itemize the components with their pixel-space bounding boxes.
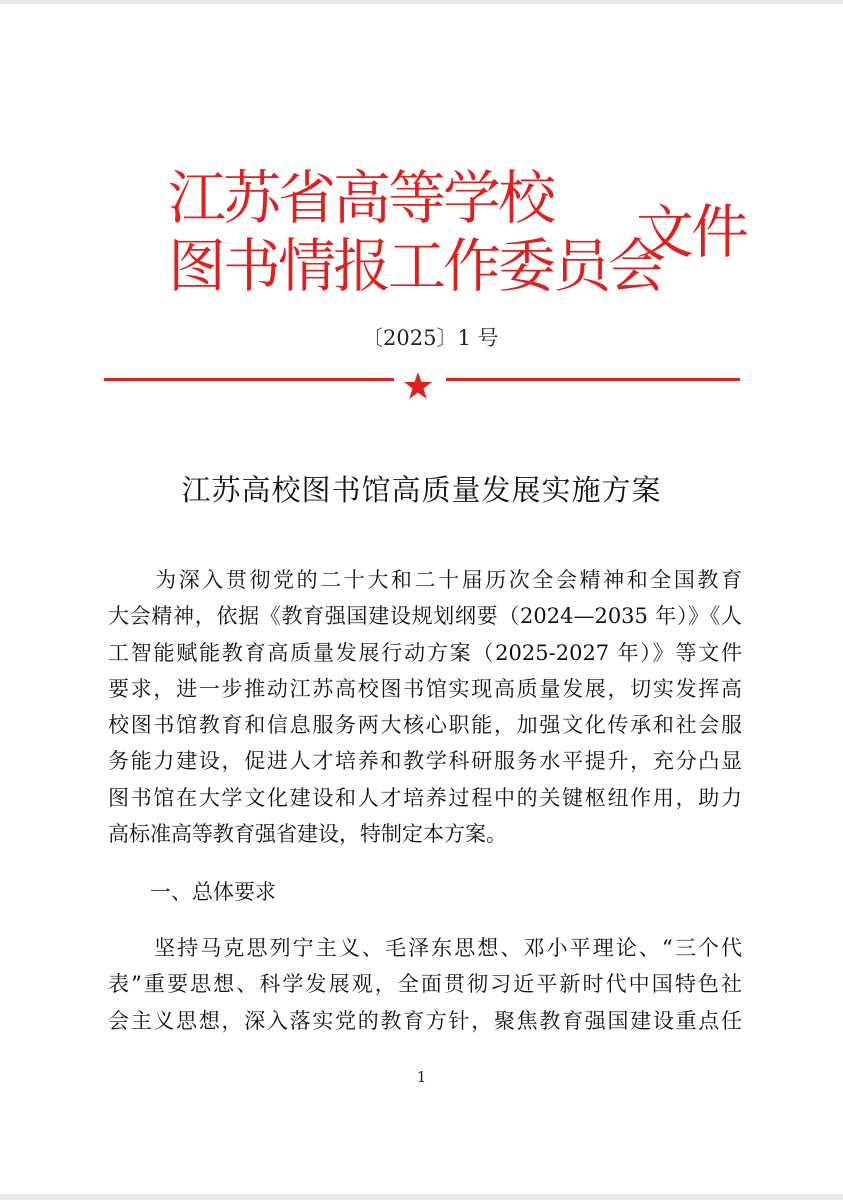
document-number: 〔2025〕1 号 (362, 326, 499, 350)
paragraph-line: 为深入贯彻党的二十大和二十届历次全会精神和全国教育 (108, 568, 742, 592)
paragraph-line: 表”重要思想、科学发展观，全面贯彻习近平新时代中国特色社 (108, 972, 742, 997)
document-type-label: 文件 (636, 198, 747, 266)
document-title: 江苏高校图书馆高质量发展实施方案 (181, 473, 662, 507)
red-divider-right (446, 378, 740, 381)
org-name-line-1: 江苏省高等学校 (168, 164, 554, 232)
section-paragraph (108, 930, 742, 1039)
section-heading: 一、总体要求 (150, 880, 276, 904)
intro-paragraph (108, 562, 742, 852)
paragraph-line: 要求，进一步推动江苏高校图书馆实现高质量发展，切实发挥高 (108, 676, 742, 701)
paragraph-line: 工智能赋能教育高质量发展行动方案（2025-2027 年）》等文件 (108, 640, 742, 665)
paragraph-line: 大会精神，依据《教育强国建设规划纲要（2024—2035 年）》《人 (108, 604, 742, 629)
paragraph-line: 会主义思想，深入落实党的教育方针，聚焦教育强国建设重点任 (108, 1008, 742, 1033)
paragraph-line: 高标准高等教育强省建设，特制定本方案。 (108, 822, 507, 847)
red-star-icon (400, 368, 436, 404)
document-page (0, 4, 843, 1194)
issuing-organization (168, 164, 664, 300)
paragraph-line: 坚持马克思列宁主义、毛泽东思想、邓小平理论、“三个代 (108, 936, 742, 960)
paragraph-line: 务能力建设，促进人才培养和教学科研服务水平提升，充分凸显 (108, 749, 742, 774)
org-name-line-2: 图书情报工作委员会 (168, 232, 664, 300)
paragraph-line: 图书馆在大学文化建设和人才培养过程中的关键枢纽作用，助力 (108, 785, 742, 810)
paragraph-line: 校图书馆教育和信息服务两大核心职能，加强文化传承和社会服 (108, 713, 742, 738)
red-divider-left (104, 378, 394, 381)
page-number: 1 (416, 1068, 427, 1086)
